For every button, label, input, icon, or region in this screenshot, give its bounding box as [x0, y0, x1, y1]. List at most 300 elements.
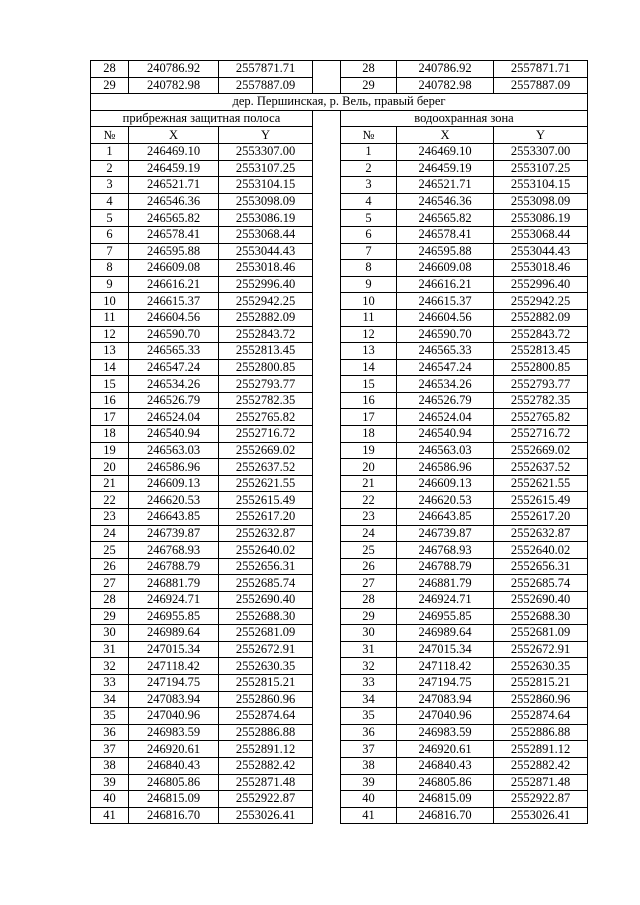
left-point-number: 22 — [91, 492, 129, 509]
left-coord-x: 246768.93 — [129, 542, 219, 559]
right-coord-y: 2552815.21 — [494, 674, 588, 691]
right-point-number: 23 — [341, 509, 397, 526]
left-point-number: 30 — [91, 625, 129, 642]
right-coord-y: 2553086.19 — [494, 210, 588, 227]
right-header-num: № — [341, 127, 397, 144]
right-point-number: 27 — [341, 575, 397, 592]
table-row — [91, 243, 588, 260]
table-row — [91, 392, 588, 409]
right-point-number: 28 — [341, 592, 397, 609]
right-header-y: Y — [494, 127, 588, 144]
table-row — [91, 558, 588, 575]
right-header-x: X — [397, 127, 494, 144]
left-point-number: 34 — [91, 691, 129, 708]
left-coord-x: 246590.70 — [129, 326, 219, 343]
right-coord-x: 246616.21 — [397, 276, 494, 293]
column-gap — [313, 542, 341, 559]
table-row — [91, 293, 588, 310]
left-coord-y: 2552669.02 — [219, 442, 313, 459]
right-point-number: 38 — [341, 757, 397, 774]
left-coord-y: 2552690.40 — [219, 592, 313, 609]
right-coord-x: 246805.86 — [397, 774, 494, 791]
left-coord-y: 2552656.31 — [219, 558, 313, 575]
left-coord-x: 247118.42 — [129, 658, 219, 675]
right-coord-x: 246609.08 — [397, 260, 494, 277]
column-gap — [313, 807, 341, 824]
left-coord-x: 246989.64 — [129, 625, 219, 642]
left-coord-x: 246955.85 — [129, 608, 219, 625]
right-coord-y: 2552656.31 — [494, 558, 588, 575]
column-gap — [313, 608, 341, 625]
right-coord-x: 246547.24 — [397, 359, 494, 376]
table-row — [91, 343, 588, 360]
left-point-number: 29 — [91, 608, 129, 625]
column-gap — [313, 674, 341, 691]
left-point-number: 23 — [91, 509, 129, 526]
right-coord-x: 246469.10 — [397, 143, 494, 160]
column-gap — [313, 293, 341, 310]
left-coord-y: 2552716.72 — [219, 426, 313, 443]
left-coord-x: 246881.79 — [129, 575, 219, 592]
left-coord-x: 246521.71 — [129, 177, 219, 194]
right-coord-y: 2552860.96 — [494, 691, 588, 708]
left-coord-y: 2552637.52 — [219, 459, 313, 476]
table-row — [91, 625, 588, 642]
left-coord-x: 247194.75 — [129, 674, 219, 691]
right-point-number: 5 — [341, 210, 397, 227]
right-point-number: 12 — [341, 326, 397, 343]
right-coord-y: 2552688.30 — [494, 608, 588, 625]
left-coord-x: 246604.56 — [129, 309, 219, 326]
right-coord-y: 2552669.02 — [494, 442, 588, 459]
column-gap — [313, 326, 341, 343]
left-point-number: 25 — [91, 542, 129, 559]
column-gap — [313, 492, 341, 509]
left-coord-x: 246586.96 — [129, 459, 219, 476]
right-coord-y: 2552690.40 — [494, 592, 588, 609]
left-coord-x: 246534.26 — [129, 376, 219, 393]
left-point-number: 14 — [91, 359, 129, 376]
column-gap — [313, 592, 341, 609]
right-coord-x: 246604.56 — [397, 309, 494, 326]
left-point-number: 37 — [91, 741, 129, 758]
left-coord-x: 246924.71 — [129, 592, 219, 609]
right-coord-x: 246524.04 — [397, 409, 494, 426]
left-point-number: 8 — [91, 260, 129, 277]
right-coord-y: 2552672.91 — [494, 641, 588, 658]
left-point-number: 11 — [91, 309, 129, 326]
left-coord-x: 246563.03 — [129, 442, 219, 459]
right-point-number: 1 — [341, 143, 397, 160]
left-coord-x: 246616.21 — [129, 276, 219, 293]
table-row — [91, 757, 588, 774]
section-title: дер. Першинская, р. Вель, правый берег — [91, 94, 588, 111]
right-coord-y: 2557887.09 — [494, 77, 588, 94]
right-coord-y: 2552922.87 — [494, 791, 588, 808]
left-coord-y: 2553098.09 — [219, 193, 313, 210]
left-coord-x: 246609.13 — [129, 475, 219, 492]
right-point-number: 11 — [341, 309, 397, 326]
column-gap — [313, 110, 341, 127]
left-coord-y: 2553086.19 — [219, 210, 313, 227]
right-coord-y: 2552882.42 — [494, 757, 588, 774]
right-point-number: 30 — [341, 625, 397, 642]
right-coord-y: 2552874.64 — [494, 708, 588, 725]
left-coord-y: 2552681.09 — [219, 625, 313, 642]
left-coord-x: 246578.41 — [129, 226, 219, 243]
right-coord-x: 246788.79 — [397, 558, 494, 575]
left-coord-x: 246546.36 — [129, 193, 219, 210]
right-point-number: 9 — [341, 276, 397, 293]
left-point-number: 9 — [91, 276, 129, 293]
table-row — [91, 260, 588, 277]
left-coord-x: 247040.96 — [129, 708, 219, 725]
left-point-number: 32 — [91, 658, 129, 675]
left-point-number: 41 — [91, 807, 129, 824]
left-coord-x: 240782.98 — [129, 77, 219, 94]
column-gap — [313, 343, 341, 360]
right-coord-x: 246540.94 — [397, 426, 494, 443]
left-coord-y: 2552630.35 — [219, 658, 313, 675]
left-coord-x: 246805.86 — [129, 774, 219, 791]
column-gap — [313, 276, 341, 293]
table-row — [91, 674, 588, 691]
left-point-number: 28 — [91, 61, 129, 78]
left-coord-y: 2552886.88 — [219, 724, 313, 741]
right-coord-y: 2553107.25 — [494, 160, 588, 177]
column-gap — [313, 724, 341, 741]
left-coord-y: 2552922.87 — [219, 791, 313, 808]
left-coord-y: 2552996.40 — [219, 276, 313, 293]
left-coord-y: 2552632.87 — [219, 525, 313, 542]
right-coord-x: 246989.64 — [397, 625, 494, 642]
column-gap — [313, 127, 341, 144]
right-coord-y: 2552765.82 — [494, 409, 588, 426]
right-coord-x: 247118.42 — [397, 658, 494, 675]
left-coord-x: 246526.79 — [129, 392, 219, 409]
table-row — [91, 492, 588, 509]
table-row — [91, 542, 588, 559]
left-header-x: X — [129, 127, 219, 144]
left-coord-y: 2552800.85 — [219, 359, 313, 376]
right-point-number: 24 — [341, 525, 397, 542]
left-point-number: 36 — [91, 724, 129, 741]
right-coord-x: 246459.19 — [397, 160, 494, 177]
left-coord-y: 2552765.82 — [219, 409, 313, 426]
left-coord-x: 246983.59 — [129, 724, 219, 741]
right-zone-title: водоохранная зона — [341, 110, 588, 127]
left-point-number: 3 — [91, 177, 129, 194]
left-point-number: 27 — [91, 575, 129, 592]
left-coord-x: 246620.53 — [129, 492, 219, 509]
left-coord-y: 2552882.09 — [219, 309, 313, 326]
table-row — [91, 160, 588, 177]
table-row — [91, 226, 588, 243]
table-row — [91, 326, 588, 343]
right-coord-x: 246840.43 — [397, 757, 494, 774]
left-coord-y: 2553018.46 — [219, 260, 313, 277]
table-row — [91, 77, 588, 94]
left-coord-y: 2552640.02 — [219, 542, 313, 559]
right-coord-x: 247083.94 — [397, 691, 494, 708]
left-coord-x: 246459.19 — [129, 160, 219, 177]
left-coord-y: 2552793.77 — [219, 376, 313, 393]
column-gap — [313, 442, 341, 459]
left-coord-x: 246816.70 — [129, 807, 219, 824]
column-gap — [313, 359, 341, 376]
right-coord-x: 246955.85 — [397, 608, 494, 625]
table-row — [91, 708, 588, 725]
table-row — [91, 608, 588, 625]
left-point-number: 38 — [91, 757, 129, 774]
right-point-number: 10 — [341, 293, 397, 310]
right-point-number: 14 — [341, 359, 397, 376]
left-coord-x: 246615.37 — [129, 293, 219, 310]
right-point-number: 15 — [341, 376, 397, 393]
table-row — [91, 575, 588, 592]
right-coord-y: 2552843.72 — [494, 326, 588, 343]
right-coord-x: 240786.92 — [397, 61, 494, 78]
right-coord-x: 246643.85 — [397, 509, 494, 526]
table-row — [91, 210, 588, 227]
right-point-number: 25 — [341, 542, 397, 559]
table-row — [91, 525, 588, 542]
left-point-number: 20 — [91, 459, 129, 476]
left-coord-x: 246840.43 — [129, 757, 219, 774]
right-coord-x: 246815.09 — [397, 791, 494, 808]
right-coord-x: 246521.71 — [397, 177, 494, 194]
point-rows — [91, 143, 588, 823]
column-gap — [313, 625, 341, 642]
left-coord-y: 2552688.30 — [219, 608, 313, 625]
right-coord-x: 246565.82 — [397, 210, 494, 227]
column-gap — [313, 575, 341, 592]
left-coord-y: 2557887.09 — [219, 77, 313, 94]
right-point-number: 22 — [341, 492, 397, 509]
right-coord-x: 246590.70 — [397, 326, 494, 343]
table-row — [91, 376, 588, 393]
left-header-y: Y — [219, 127, 313, 144]
left-coord-y: 2552813.45 — [219, 343, 313, 360]
table-row — [91, 592, 588, 609]
right-point-number: 17 — [341, 409, 397, 426]
right-coord-x: 246586.96 — [397, 459, 494, 476]
column-gap — [313, 210, 341, 227]
right-coord-y: 2552942.25 — [494, 293, 588, 310]
table-row — [91, 724, 588, 741]
column-gap — [313, 525, 341, 542]
table-row — [91, 193, 588, 210]
right-point-number: 26 — [341, 558, 397, 575]
right-point-number: 32 — [341, 658, 397, 675]
right-coord-y: 2553098.09 — [494, 193, 588, 210]
right-point-number: 3 — [341, 177, 397, 194]
left-coord-x: 246609.08 — [129, 260, 219, 277]
right-coord-x: 246563.03 — [397, 442, 494, 459]
right-point-number: 40 — [341, 791, 397, 808]
left-coord-y: 2552615.49 — [219, 492, 313, 509]
left-point-number: 31 — [91, 641, 129, 658]
right-point-number: 13 — [341, 343, 397, 360]
right-coord-y: 2552617.20 — [494, 509, 588, 526]
left-point-number: 18 — [91, 426, 129, 443]
right-point-number: 4 — [341, 193, 397, 210]
left-coord-x: 246547.24 — [129, 359, 219, 376]
right-coord-x: 246920.61 — [397, 741, 494, 758]
left-coord-x: 246595.88 — [129, 243, 219, 260]
left-coord-x: 246739.87 — [129, 525, 219, 542]
left-coord-y: 2552815.21 — [219, 674, 313, 691]
right-coord-x: 246609.13 — [397, 475, 494, 492]
right-coord-y: 2552871.48 — [494, 774, 588, 791]
left-coord-x: 246565.82 — [129, 210, 219, 227]
left-coord-y: 2552871.48 — [219, 774, 313, 791]
column-gap — [313, 459, 341, 476]
column-gap — [313, 475, 341, 492]
right-point-number: 39 — [341, 774, 397, 791]
column-gap — [313, 392, 341, 409]
left-coord-x: 240786.92 — [129, 61, 219, 78]
left-coord-y: 2552621.55 — [219, 475, 313, 492]
left-coord-y: 2552617.20 — [219, 509, 313, 526]
table-row — [91, 426, 588, 443]
left-point-number: 1 — [91, 143, 129, 160]
left-coord-y: 2553107.25 — [219, 160, 313, 177]
left-point-number: 13 — [91, 343, 129, 360]
table-row — [91, 459, 588, 476]
left-point-number: 29 — [91, 77, 129, 94]
left-coord-x: 246920.61 — [129, 741, 219, 758]
left-coord-y: 2552874.64 — [219, 708, 313, 725]
right-coord-x: 246565.33 — [397, 343, 494, 360]
table-row — [91, 791, 588, 808]
right-point-number: 8 — [341, 260, 397, 277]
table-row — [91, 276, 588, 293]
left-coord-y: 2552891.12 — [219, 741, 313, 758]
column-gap — [313, 658, 341, 675]
left-point-number: 35 — [91, 708, 129, 725]
left-header-num: № — [91, 127, 129, 144]
right-coord-y: 2552640.02 — [494, 542, 588, 559]
column-gap — [313, 160, 341, 177]
right-coord-y: 2552637.52 — [494, 459, 588, 476]
left-coord-y: 2552672.91 — [219, 641, 313, 658]
left-point-number: 16 — [91, 392, 129, 409]
left-point-number: 4 — [91, 193, 129, 210]
left-coord-y: 2552942.25 — [219, 293, 313, 310]
left-coord-x: 246788.79 — [129, 558, 219, 575]
right-coord-y: 2553044.43 — [494, 243, 588, 260]
table-row — [91, 143, 588, 160]
right-coord-x: 246768.93 — [397, 542, 494, 559]
left-coord-y: 2557871.71 — [219, 61, 313, 78]
column-gap — [313, 143, 341, 160]
right-coord-y: 2552891.12 — [494, 741, 588, 758]
table-row — [91, 359, 588, 376]
column-gap — [313, 226, 341, 243]
right-coord-y: 2552621.55 — [494, 475, 588, 492]
right-coord-x: 246595.88 — [397, 243, 494, 260]
left-coord-x: 246565.33 — [129, 343, 219, 360]
left-point-number: 40 — [91, 791, 129, 808]
column-gap — [313, 757, 341, 774]
column-gap — [313, 177, 341, 194]
column-gap — [313, 243, 341, 260]
left-coord-y: 2552685.74 — [219, 575, 313, 592]
right-coord-y: 2552886.88 — [494, 724, 588, 741]
right-point-number: 19 — [341, 442, 397, 459]
right-point-number: 29 — [341, 608, 397, 625]
table-row — [91, 177, 588, 194]
left-coord-y: 2552843.72 — [219, 326, 313, 343]
right-point-number: 21 — [341, 475, 397, 492]
table-row — [91, 409, 588, 426]
table-row — [91, 309, 588, 326]
column-gap — [313, 260, 341, 277]
right-point-number: 16 — [341, 392, 397, 409]
left-coord-y: 2552860.96 — [219, 691, 313, 708]
right-coord-y: 2552681.09 — [494, 625, 588, 642]
right-coord-y: 2552813.45 — [494, 343, 588, 360]
right-coord-y: 2552632.87 — [494, 525, 588, 542]
left-point-number: 5 — [91, 210, 129, 227]
right-point-number: 36 — [341, 724, 397, 741]
right-coord-x: 240782.98 — [397, 77, 494, 94]
left-point-number: 33 — [91, 674, 129, 691]
right-coord-y: 2552630.35 — [494, 658, 588, 675]
top-rows — [91, 61, 588, 94]
left-coord-y: 2552882.42 — [219, 757, 313, 774]
right-point-number: 33 — [341, 674, 397, 691]
right-coord-y: 2552882.09 — [494, 309, 588, 326]
coordinates-table — [90, 60, 588, 824]
left-point-number: 21 — [91, 475, 129, 492]
column-gap — [313, 509, 341, 526]
left-coord-y: 2553307.00 — [219, 143, 313, 160]
left-coord-y: 2553104.15 — [219, 177, 313, 194]
column-gap — [313, 791, 341, 808]
right-coord-y: 2552996.40 — [494, 276, 588, 293]
right-coord-x: 246546.36 — [397, 193, 494, 210]
right-point-number: 28 — [341, 61, 397, 78]
left-coord-y: 2552782.35 — [219, 392, 313, 409]
column-gap — [313, 309, 341, 326]
right-coord-y: 2552800.85 — [494, 359, 588, 376]
right-point-number: 34 — [341, 691, 397, 708]
right-point-number: 29 — [341, 77, 397, 94]
column-gap — [313, 741, 341, 758]
right-coord-y: 2553307.00 — [494, 143, 588, 160]
right-coord-x: 246578.41 — [397, 226, 494, 243]
left-coord-x: 246469.10 — [129, 143, 219, 160]
table-row — [91, 509, 588, 526]
left-coord-y: 2553026.41 — [219, 807, 313, 824]
left-point-number: 12 — [91, 326, 129, 343]
column-gap — [313, 708, 341, 725]
left-point-number: 6 — [91, 226, 129, 243]
right-coord-x: 246615.37 — [397, 293, 494, 310]
left-point-number: 26 — [91, 558, 129, 575]
table-row — [91, 658, 588, 675]
left-coord-x: 247015.34 — [129, 641, 219, 658]
right-point-number: 35 — [341, 708, 397, 725]
section-header — [91, 94, 588, 144]
table-row — [91, 691, 588, 708]
right-coord-y: 2552716.72 — [494, 426, 588, 443]
left-coord-x: 246643.85 — [129, 509, 219, 526]
right-coord-y: 2552793.77 — [494, 376, 588, 393]
left-zone-title: прибрежная защитная полоса — [91, 110, 313, 127]
